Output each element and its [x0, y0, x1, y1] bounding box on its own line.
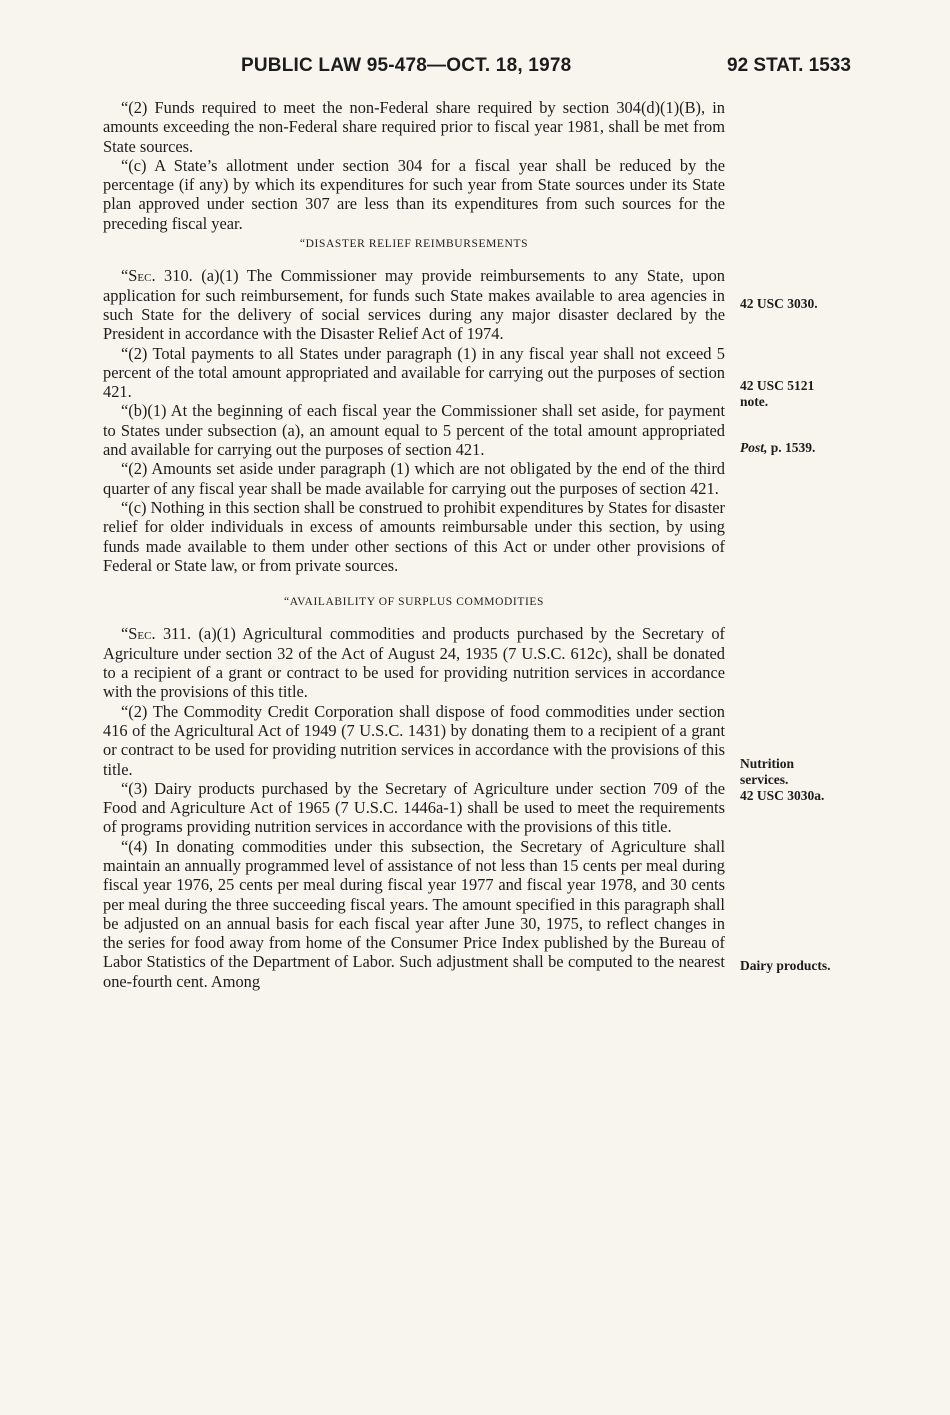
margin-note-citation — [740, 378, 860, 410]
paragraph — [103, 624, 725, 701]
margin-note-line: Nutrition — [740, 756, 794, 771]
running-head-title: PUBLIC LAW 95-478—OCT. 18, 1978 — [241, 55, 572, 76]
section-heading: “DISASTER RELIEF REIMBURSEMENTS — [299, 238, 529, 251]
paragraph-text: (a)(1) The Commissioner may provide reimbursements to any State, upon application for such reimbursement, for funds such State makes available to area agencies in such State for the delivery of social services during any major disaster declared by the President in accordance with the Disaster Relief Act of 1974. — [103, 266, 725, 344]
margin-note-line: note. — [740, 394, 769, 409]
page-body — [103, 98, 725, 991]
margin-note-italic: Post, — [740, 440, 768, 455]
paragraph: “(2) The Commodity Credit Corporation shall dispose of food commodities under section 416 of the Agricultural Act of 1949 (7 U.S.C. 1431) by donating them to a recipient of a grant or contract to be used for providing nutrition services in accordance with the provisions of this title. — [103, 701, 725, 779]
section-number: “Sec. 311. — [121, 624, 192, 644]
paragraph: “(3) Dairy products purchased by the Secretary of Agriculture under section 709 of the Food and Agriculture Act of 1965 (7 U.S.C. 1446a-1) shall be used to meet the requirements of programs providing nutrition services in accordance with the provisions of this title. — [103, 778, 725, 837]
paragraph: “(b)(1) At the beginning of each fiscal year the Commissioner shall set aside, for payment to States under subsection (a), an amount equal to 5 percent of the total amount appropriated and available for carrying out the purposes of section 421. — [103, 401, 725, 460]
paragraph: “(c) A State’s allotment under section 304 for a fiscal year shall be reduced by the percentage (if any) by which its expenditures for such year from State sources under its State plan approved under section 307 are less than its expenditures from such sources for the preceding fiscal year. — [103, 155, 725, 233]
margin-note-topic — [740, 756, 860, 804]
margin-note-line: p. 1539. — [767, 440, 816, 455]
section-heading: “AVAILABILITY OF SURPLUS COMMODITIES — [283, 596, 545, 609]
paragraph: “(2) Total payments to all States under paragraph (1) in any fiscal year shall not exceed 5 percent of the total amount appropriated and available for carrying out the purposes of section 421. — [103, 343, 725, 402]
paragraph: “(2) Funds required to meet the non-Federal share required by section 304(d)(1)(B), in amounts exceeding the non-Federal share required prior to fiscal year 1981, shall be met from State sources. — [103, 98, 725, 156]
paragraph — [103, 266, 725, 343]
margin-note-line: 42 USC 5121 — [740, 378, 815, 393]
margin-note-line: 42 USC 3030a. — [740, 788, 825, 803]
margin-note-line: services. — [740, 772, 789, 787]
paragraph: “(2) Amounts set aside under paragraph (1) which are not obligated by the end of the third quarter of any fiscal year shall be made available for carrying out the purposes of section 421. — [103, 459, 725, 498]
margin-note-citation — [740, 440, 860, 456]
paragraph: “(c) Nothing in this section shall be construed to prohibit expenditures by States for disaster relief for older individuals in excess of amounts reimbursable under this section, by using funds made available to them under other sections of this Act or under other provisions of Federal or State law, or from private sources. — [103, 497, 725, 575]
section-number: “Sec. 310. — [121, 266, 193, 286]
statute-page-number: 92 STAT. 1533 — [727, 55, 851, 76]
paragraph: “(4) In donating commodities under this subsection, the Secretary of Agriculture shall maintain an annually programmed level of assistance of not less than 15 cents per meal during fiscal year 1976, 25 cents per meal during fiscal year 1977 and fiscal year 1978, and 30 cents per meal during the three succeeding fiscal years. The amount specified in this paragraph shall be adjusted on an annual basis for each fiscal year after June 30, 1975, to reflect changes in the series for food away from home of the Consumer Price Index published by the Bureau of Labor Statistics of the Department of Labor. Such adjustment shall be computed to the nearest one-fourth cent. Among — [103, 836, 725, 991]
paragraph-text: (a)(1) Agricultural commodities and products purchased by the Secretary of Agriculture under section 32 of the Act of August 24, 1935 (7 U.S.C. 612c), shall be donated to a recipient of a grant or contract to be used for providing nutrition services in accordance with the provisions of this title. — [103, 624, 725, 702]
margin-note-citation: 42 USC 3030. — [740, 296, 818, 311]
margin-note-topic: Dairy products. — [740, 958, 831, 973]
